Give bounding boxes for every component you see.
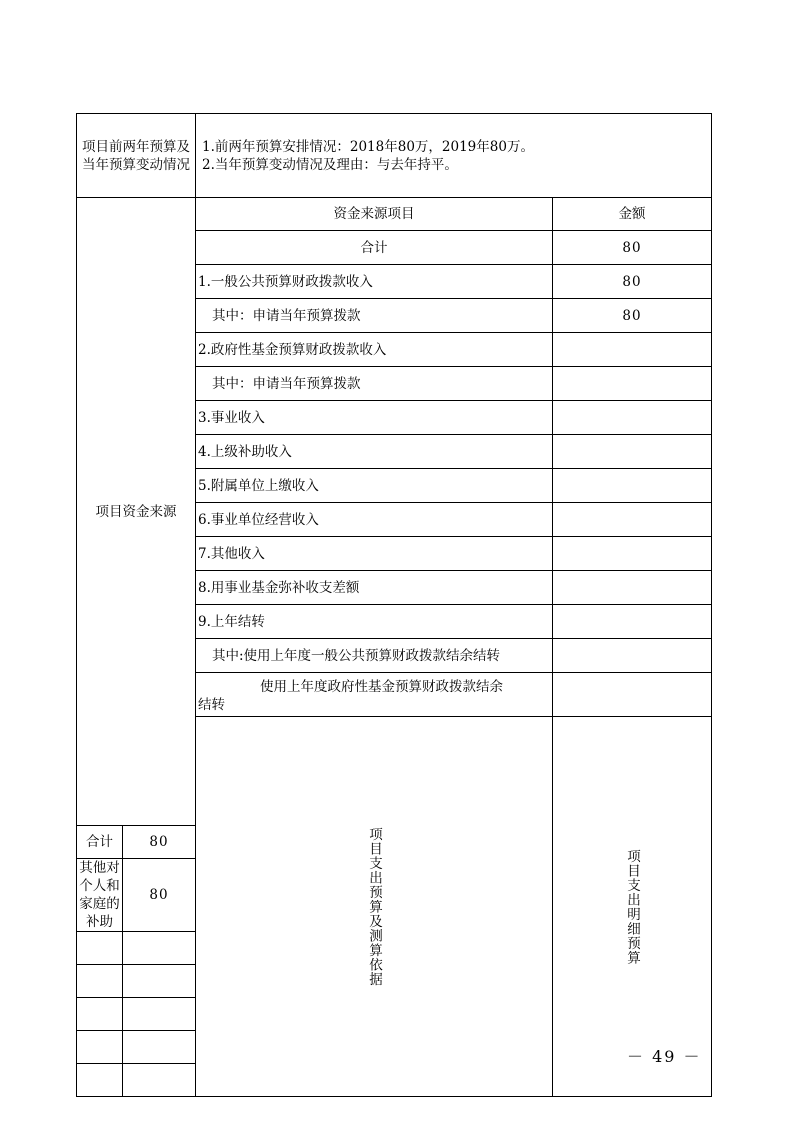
prev-budget-line1: 1.前两年预算安排情况：2018年80万，2019年80万。 bbox=[202, 138, 534, 155]
expenditure-row-amount: 80 bbox=[123, 826, 196, 859]
expenditure-row-amount: 80 bbox=[123, 859, 196, 932]
funding-row-item: 其中：申请当年预算拨款 bbox=[196, 299, 553, 333]
funding-row-item: 5.附属单位上缴收入 bbox=[196, 469, 553, 503]
funding-row-item: 7.其他收入 bbox=[196, 537, 553, 571]
expenditure-outer-label-text: 项目支出预算及测算依据 bbox=[366, 826, 382, 987]
funding-row-item: 1.一般公共预算财政拨款收入 bbox=[196, 265, 553, 299]
prev-budget-label: 项目前两年预算及当年预算变动情况 bbox=[77, 114, 196, 198]
funding-row-amount bbox=[553, 401, 712, 435]
expenditure-row-item bbox=[77, 1064, 123, 1097]
expenditure-row-item bbox=[77, 998, 123, 1031]
funding-row-amount: 80 bbox=[553, 299, 712, 333]
expenditure-row-amount bbox=[123, 965, 196, 998]
prev-budget-line2: 2.当年预算变动情况及理由：与去年持平。 bbox=[202, 156, 458, 173]
expenditure-row-amount bbox=[123, 1064, 196, 1097]
funding-row-amount bbox=[553, 503, 712, 537]
page-number: － 49 － bbox=[627, 1047, 702, 1066]
funding-row-amount: 80 bbox=[553, 231, 712, 265]
expenditure-row-amount bbox=[123, 998, 196, 1031]
funding-row-item-line2: 结转 bbox=[198, 697, 225, 713]
expenditure-row-item bbox=[77, 932, 123, 965]
funding-row-amount bbox=[553, 435, 712, 469]
funding-row-amount bbox=[553, 605, 712, 639]
funding-header-row bbox=[77, 198, 712, 231]
funding-row-item: 6.事业单位经营收入 bbox=[196, 503, 553, 537]
funding-row-amount bbox=[553, 333, 712, 367]
funding-section-label: 项目资金来源 bbox=[77, 198, 196, 826]
funding-row-item-line1: 使用上年度政府性基金预算财政拨款结余 bbox=[260, 679, 503, 695]
funding-row-item: 其中：申请当年预算拨款 bbox=[196, 367, 553, 401]
funding-row-item: 2.政府性基金预算财政拨款收入 bbox=[196, 333, 553, 367]
funding-row-amount bbox=[553, 537, 712, 571]
funding-row-item bbox=[196, 673, 553, 717]
prev-budget-row bbox=[77, 114, 712, 198]
funding-header-item: 资金来源项目 bbox=[196, 198, 553, 231]
expenditure-row-item bbox=[77, 965, 123, 998]
expenditure-inner-label bbox=[553, 717, 712, 1097]
expenditure-row-amount bbox=[123, 1031, 196, 1064]
funding-row-amount bbox=[553, 571, 712, 605]
funding-row-amount bbox=[553, 673, 712, 717]
expenditure-outer-label bbox=[196, 717, 553, 1097]
expenditure-row-item: 其他对个人和家庭的补助 bbox=[77, 859, 123, 932]
expenditure-inner-label-text: 项目支出明细预算 bbox=[624, 848, 640, 965]
funding-row-amount bbox=[553, 639, 712, 673]
prev-budget-description bbox=[196, 114, 712, 198]
funding-header-amount: 金额 bbox=[553, 198, 712, 231]
budget-table bbox=[76, 113, 712, 1097]
funding-row-item: 4.上级补助收入 bbox=[196, 435, 553, 469]
funding-row-amount bbox=[553, 367, 712, 401]
expenditure-row-item bbox=[77, 1031, 123, 1064]
funding-row-item: 合计 bbox=[196, 231, 553, 265]
expenditure-row-amount bbox=[123, 932, 196, 965]
funding-row-item: 8.用事业基金弥补收支差额 bbox=[196, 571, 553, 605]
funding-row-amount bbox=[553, 469, 712, 503]
funding-row-item: 3.事业收入 bbox=[196, 401, 553, 435]
funding-row-item: 其中:使用上年度一般公共预算财政拨款结余结转 bbox=[196, 639, 553, 673]
expenditure-row-item: 合计 bbox=[77, 826, 123, 859]
funding-row-amount: 80 bbox=[553, 265, 712, 299]
funding-row-item: 9.上年结转 bbox=[196, 605, 553, 639]
